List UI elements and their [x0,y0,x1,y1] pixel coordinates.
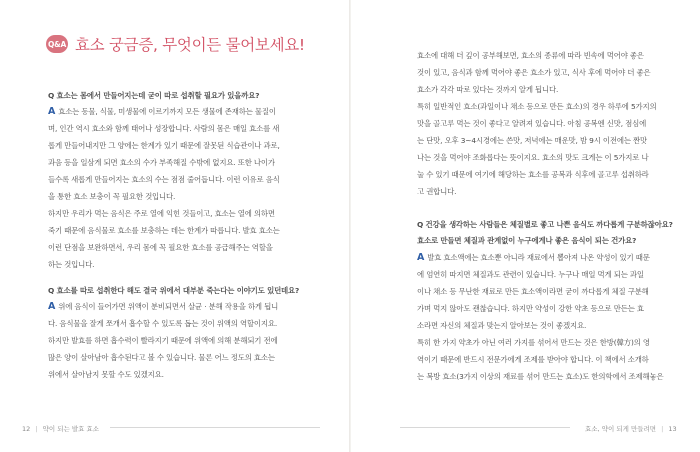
answer-1-line-10: 하는 것입니다. [48,260,95,269]
answer-3-line-2: 에 엄연히 따지면 체질과도 관련이 있습니다. 누구나 매일 먹게 되는 과일 [417,270,644,279]
answer-1-line-2: 며, 인간 역시 효소와 함께 태어나 성장합니다. 사람의 몸은 매일 효소를 새 [48,124,280,133]
paragraph-line: 맛을 골고루 먹는 것이 좋다고 알려져 있습니다. 아침 공복엔 신맛, 점심에 [417,119,647,128]
paragraph-line: 고 권합니다. [417,187,457,196]
answer-2-line-2: 다. 음식물을 잘게 쪼개서 흡수할 수 있도록 돕는 것이 위액의 역할이지요. [48,319,278,328]
answer-1-line-3: 롭게 만들어내지만 그 양에는 한계가 있기 때문에 잘못된 식습관이나 과로, [48,141,280,150]
right-footer-rule [400,427,570,428]
answer-1-line-9: 이런 단점을 보완하면서, 우리 몸에 꼭 필요한 효소를 공급해주는 역할을 [48,243,273,252]
answer-3-line-7: 역이기 때문에 반드시 전문가에게 조제를 받아야 합니다. 이 책에서 소개하 [417,355,649,364]
answer-1-line-8: 죽기 때문에 음식물로 효소를 보충하는 데는 한계가 따릅니다. 발효 효소는 [48,226,280,235]
left-footer: 12 | 약이 되는 발효 효소 [22,425,100,433]
paragraph-line: 효소에 대해 더 깊이 공부해보면, 효소의 종류에 따라 빈속에 먹어야 좋은 [417,51,644,60]
answer-3-line-5: 소라면 자신의 체질과 맞는지 알아보는 것이 좋겠지요. [417,321,587,330]
left-running-title: 약이 되는 발효 효소 [42,425,100,433]
answer-2-line-5: 위에서 살아남지 못할 수도 있겠지요. [48,370,164,379]
answer-3-line-3: 이나 채소 등 무난한 재료로 만든 효소액이라면 굳이 까다롭게 체질 구분해 [417,287,649,296]
question-2: Q 효소를 따로 섭취한다 해도 결국 위에서 대부분 죽는다는 이야기도 있던데요? [48,286,300,295]
qa-badge: Q&A [46,35,68,53]
right-footer: 효소, 약이 되게 만들려면 | 13 [585,425,677,433]
paragraph-line: 것이 있고, 음식과 함께 먹어야 좋은 효소가 있고, 식사 후에 먹어야 더 좋은 [417,68,651,77]
answer-marker: A [48,106,56,117]
answer-marker: A [417,252,425,263]
answer-1-line-4: 과음 등을 일삼게 되면 효소의 수가 부족해질 수밖에 없지요. 또한 나이가 [48,158,275,167]
page-number-right: 13 [668,425,677,433]
answer-marker: A [48,301,56,312]
answer-3-line-8: 는 복방 효소(3가지 이상의 재료를 섞어 만드는 효소)도 한의학에서 조제해놓은 [417,372,664,381]
paragraph-line: 특히 일반적인 효소(과일이나 채소 등으로 만든 효소)의 경우 하루에 5가지의 [417,102,657,111]
answer-3-line-1: A 발효 효소액에는 효소뿐 아니라 재료에서 뽑아져 나온 약성이 있기 때문 [417,252,650,263]
answer-2-line-3: 하지만 발효를 하면 흡수력이 빨라지기 때문에 위액에 의해 분해되기 전에 [48,336,278,345]
question-3: Q 건강을 생각하는 사람들은 체질별로 좋고 나쁜 음식도 까다롭게 구분하잖아요? [417,220,673,229]
paragraph-line: 눌 수 있기 때문에 여기에 해당하는 효소를 공복과 식후에 골고루 섭취하라 [417,170,649,179]
right-running-title: 효소, 약이 되게 만들려면 [585,425,657,433]
answer-3-line-4: 가며 먹지 않아도 괜찮습니다. 하지만 약성이 강한 약초 등으로 만든는 효 [417,304,644,313]
section-heading [46,33,305,55]
answer-2-line-4: 많은 양이 살아남아 흡수된다고 볼 수 있습니다. 물론 어느 정도의 효소는 [48,353,275,362]
left-footer-rule [110,427,320,428]
page-gutter [349,0,351,452]
answer-1-line-6: 을 통한 효소 보충이 꼭 필요한 것입니다. [48,192,176,201]
answer-1-line-7: 하지만 우리가 먹는 음식은 주로 열에 익힌 것들이고, 효소는 열에 의하면 [48,209,275,218]
answer-2-line-1: A 위에 음식이 들어가면 위액이 분비되면서 살균 · 분해 작용을 하게 됩니 [48,301,279,312]
section-title: 효소 궁금증, 무엇이든 물어보세요! [75,36,305,54]
answer-1-line-5: 들수록 새롭게 만들어지는 효소의 수는 점점 줄어듭니다. 이런 이유로 음식 [48,175,280,184]
question-1: Q 효소는 몸에서 만들어지는데 굳이 따로 섭취할 필요가 있을까요? [48,91,260,100]
question-3-continued: 효소로 만들면 체질과 관계없이 누구에게나 좋은 음식이 되는 건가요? [417,236,637,245]
page-number-left: 12 [22,425,31,433]
paragraph-line: 나는 것을 먹어야 조화롭다는 뜻이지요. 효소의 맛도 크게는 이 5가지로 나 [417,153,649,162]
paragraph-line: 는 단맛, 오후 3~4시경에는 쓴맛, 저녁에는 매운맛, 밤 9시 이전에는 짠맛 [417,136,648,145]
answer-1-line-1: A 효소는 동물, 식물, 미생물에 이르기까지 모든 생물에 존재하는 물질이 [48,106,276,117]
paragraph-line: 효소가 각각 따로 있다는 것까지 알게 됩니다. [417,85,559,94]
answer-3-line-6: 특히 한 가지 약초가 아닌 여러 가지를 섞어서 만드는 것은 한방(韓方)의 영 [417,338,650,347]
